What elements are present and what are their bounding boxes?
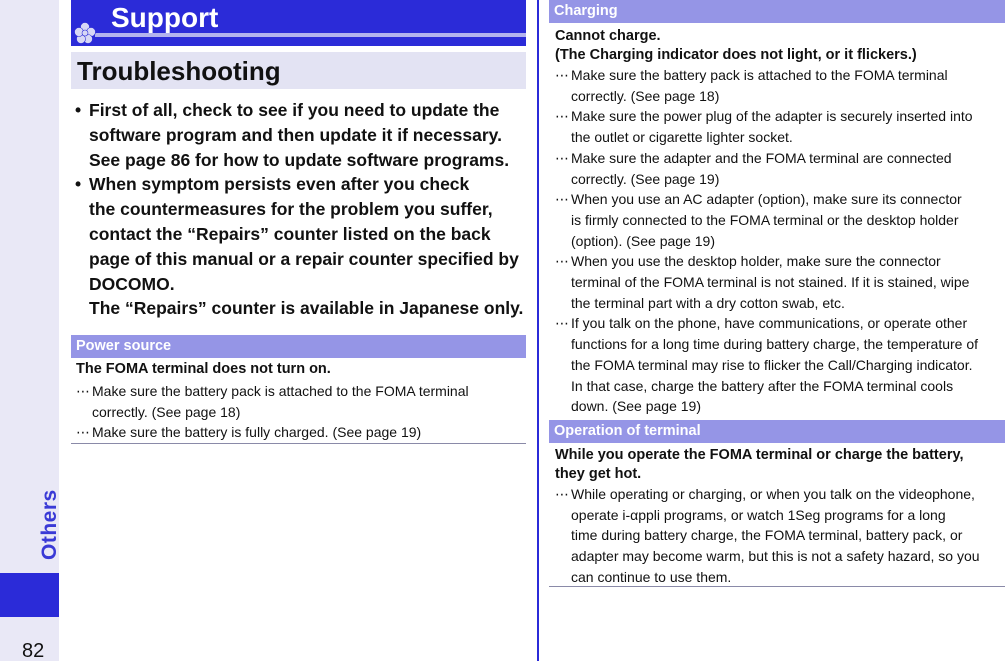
answer-prefix: ⋯ (555, 67, 568, 83)
answer-line: is firmly connected to the FOMA terminal or the desktop holder (571, 211, 959, 228)
answer-prefix: ⋯ (76, 424, 89, 441)
answer-line: Make sure the adapter and the FOMA terminal are connected (571, 149, 952, 166)
answer-line: Make sure the power plug of the adapter is securely inserted into (571, 108, 973, 125)
answer-line: (option). (See page 19) (571, 232, 715, 249)
symptom-question: they get hot. (555, 466, 642, 482)
intro-line: The “Repairs” counter is available in Japanese only. (89, 298, 524, 319)
answer-line: correctly. (See page 18) (92, 403, 241, 420)
answer-line: functions for a long time during battery charge, the temperature of (571, 336, 979, 353)
answer-line: adapter may become warm, but this is not a safety hazard, so you (571, 548, 980, 565)
answer-line: the FOMA terminal may rise to flicker the Call/Charging indicator. (571, 356, 973, 373)
power-source-section (76, 360, 526, 443)
intro-line: See page 86 for how to update software programs. (89, 149, 510, 170)
operation-section (555, 446, 1005, 588)
page-number: 82 (22, 640, 45, 662)
answer-item (555, 65, 1005, 106)
answer-line: correctly. (See page 18) (571, 87, 720, 104)
answer-line: can continue to use them. (571, 568, 732, 585)
intro-item (75, 172, 530, 321)
intro-line: First of all, check to see if you need to update the (89, 100, 500, 120)
section-title: Support (111, 2, 219, 33)
answer-line: correctly. (See page 19) (571, 170, 720, 187)
answer-item (76, 381, 526, 422)
symptom-question: Cannot charge. (555, 28, 661, 44)
answer-item (76, 422, 526, 443)
charging-section (555, 27, 1005, 417)
answer-item (555, 189, 1005, 251)
answer-item (555, 148, 1005, 189)
bullet-marker: • (75, 100, 82, 120)
side-strip (0, 0, 59, 661)
answer-prefix: ⋯ (76, 383, 89, 399)
intro-list (75, 98, 530, 321)
intro-line: page of this manual or a repair counter specified by (89, 248, 519, 269)
answer-prefix: ⋯ (555, 108, 568, 125)
page-subtitle: Troubleshooting (77, 56, 281, 86)
symptom-question: (The Charging indicator does not light, or it flickers.) (555, 47, 917, 63)
intro-line: the countermeasures for the problem you suffer, (89, 199, 493, 220)
symptom-question: While you operate the FOMA terminal or charge the battery, (555, 447, 964, 463)
column-divider (537, 0, 539, 661)
answer-line: When you use an AC adapter (option), make sure its connector (571, 191, 962, 208)
answer-item (555, 484, 1005, 588)
section-header-operation: Operation of terminal (549, 420, 1005, 443)
answer-line: time during battery charge, the FOMA terminal, battery pack, or (571, 527, 963, 544)
answer-item (555, 251, 1005, 313)
support-banner (71, 0, 526, 46)
section-header-power-source: Power source (71, 335, 526, 358)
section-divider (549, 586, 1005, 587)
intro-line: When symptom persists even after you check (89, 174, 470, 195)
intro-line: DOCOMO. (89, 273, 175, 294)
answer-line: the outlet or cigarette lighter socket. (571, 129, 793, 146)
answer-line: terminal of the FOMA terminal is not stained. If it is stained, wipe (571, 274, 970, 291)
answer-prefix: ⋯ (555, 191, 568, 208)
answer-item (555, 106, 1005, 147)
bullet-marker: • (75, 174, 82, 195)
chapter-tab-marker (0, 573, 59, 617)
answer-prefix: ⋯ (555, 315, 568, 332)
answer-line: Make sure the battery pack is attached to the FOMA terminal (92, 383, 469, 399)
answer-line: Make sure the battery pack is attached to the FOMA terminal (571, 67, 948, 83)
answer-line: When you use the desktop holder, make sure the connector (571, 253, 941, 270)
answer-line: the terminal part with a dry cotton swab, etc. (571, 294, 845, 311)
answer-prefix: ⋯ (555, 486, 568, 502)
answer-line: In that case, charge the battery after the FOMA terminal cools (571, 377, 954, 394)
section-header-charging: Charging (549, 0, 1005, 23)
intro-line: contact the “Repairs” counter listed on the back (89, 223, 491, 244)
answer-prefix: ⋯ (555, 149, 568, 166)
answer-line: If you talk on the phone, have communications, or operate other (571, 315, 968, 332)
answer-item (555, 313, 1005, 417)
chapter-label: Others (38, 489, 61, 560)
intro-item (75, 98, 530, 172)
symptom-question: The FOMA terminal does not turn on. (76, 361, 331, 377)
subtitle-bar (71, 52, 526, 89)
flower-icon (74, 22, 96, 44)
answer-line: operate i-αppli programs, or watch 1Seg programs for a long (571, 506, 946, 523)
answer-prefix: ⋯ (555, 253, 568, 270)
section-divider (71, 443, 526, 444)
answer-line: Make sure the battery is fully charged. (See page 19) (92, 424, 422, 441)
intro-line: software program and then update it if necessary. (89, 124, 502, 145)
answer-line: down. (See page 19) (571, 398, 701, 415)
answer-line: While operating or charging, or when you talk on the videophone, (571, 486, 975, 502)
